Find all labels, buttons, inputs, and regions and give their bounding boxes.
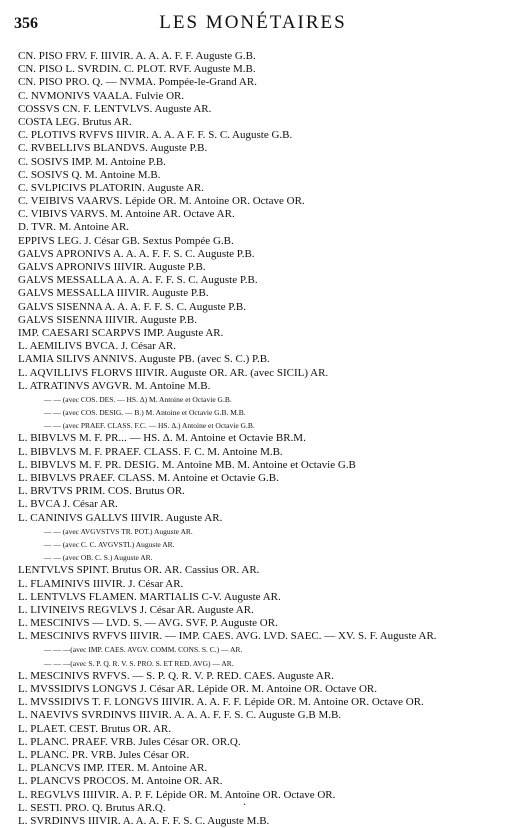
- entry-line: L. AEMILIVS BVCA. J. César AR.: [18, 340, 176, 353]
- page-mark: ·: [243, 800, 247, 811]
- entry-line: — — (avec OB. C. S.) Auguste AR.: [44, 553, 153, 563]
- entry-line: GALVS MESSALLA IIIVIR. Auguste P.B.: [18, 287, 209, 300]
- entry-line: L. AQVILLIVS FLORVS IIIVIR. Auguste OR. AR. (avec SICIL) AR.: [18, 366, 329, 379]
- entry-list: [18, 50, 496, 828]
- entry-line: — — —(avec S. P. Q. R. V. S. PRO. S. ET RED. AVG) — AR.: [44, 658, 234, 668]
- entry-line: — — (avec COS. DES. — HS. Δ) M. Antoine et Octavie G.B.: [44, 394, 232, 404]
- entry-line: L. PLANCVS PROCOS. M. Antoine OR. AR.: [18, 775, 223, 788]
- entry-line: GALVS APRONIVS A. A. A. F. F. S. C. Auguste P.B.: [18, 247, 255, 260]
- entry-line: EPPIVS LEG. J. César GB. Sextus Pompée G.B.: [18, 234, 234, 247]
- entry-line: GALVS SISENNA IIIVIR. Auguste P.B.: [18, 313, 197, 326]
- entry-line: COSTA LEG. Brutus AR.: [18, 115, 132, 128]
- entry-line: L. MESCINIVS RVFVS. — S. P. Q. R. V. P. RED. CAES. Auguste AR.: [18, 669, 334, 682]
- running-title: LES MONÉTAIRES: [159, 12, 347, 33]
- page-number: 356: [14, 15, 38, 32]
- entry-line: — — (avec C. C. AVGVSTI.) Auguste AR.: [44, 539, 175, 549]
- entry-line: CN. PISO L. SVRDIN. C. PLOT. RVF. Auguste M.B.: [18, 63, 256, 76]
- entry-line: L. REGVLVS IIIIVIR. A. P. F. Lépide OR. M. Antoine OR. Octave OR.: [18, 788, 336, 801]
- entry-line: CN. PISO FRV. F. IIIVIR. A. A. A. F. F. Auguste G.B.: [18, 50, 256, 62]
- entry-line: GALVS APRONIVS IIIVIR. Auguste P.B.: [18, 261, 206, 273]
- entry-line: C. SVLPICIVS PLATORIN. Auguste AR.: [18, 181, 204, 194]
- entry-line: — — (avec PRAEF. CLASS. F.C. — HS. Δ.) Antoine et Octavie G.B.: [44, 421, 255, 431]
- entry-line: L. CANINIVS GALLVS IIIVIR. Auguste AR.: [18, 511, 223, 524]
- entry-line: L. BIBVLVS M. F. PR. DESIG. M. Antoine MB. M. Antoine et Octavie G.B: [18, 458, 356, 471]
- entry-line: — — —(avec IMP. CAES. AVGV. COMM. CONS. S. C.) — AR.: [44, 645, 243, 655]
- entry-line: L. PLANC. PR. VRB. Jules César OR.: [18, 748, 190, 761]
- entry-line: C. VIBIVS VARVS. M. Antoine AR. Octave AR.: [18, 208, 235, 221]
- entry-line: L. MESCINIVS RVFVS IIIVIR. — IMP. CAES. AVG. LVD. SAEC. — XV. S. F. Auguste AR.: [18, 630, 437, 643]
- entry-line: — — (avec COS. DESIG. — B.) M. Antoine et Octavie G.B. M.B.: [44, 408, 246, 418]
- entry-line: LENTVLVS SPINT. Brutus OR. AR. Cassius OR. AR.: [18, 564, 260, 577]
- entry-line: C. SOSIVS Q. M. Antoine M.B.: [18, 168, 161, 181]
- entry-line: L. SESTI. PRO. Q. Brutus AR.Q.: [18, 801, 166, 814]
- entry-line: IMP. CAESARI SCARPVS IMP. Auguste AR.: [18, 326, 224, 339]
- entry-line: L. BIBVLVS PRAEF. CLASS. M. Antoine et Octavie G.B.: [18, 472, 279, 484]
- entry-line: L. BIBVLVS M. F. PRAEF. CLASS. F. C. M. Antoine M.B.: [18, 445, 283, 458]
- entry-line: L. PLANCVS IMP. ITER. M. Antoine AR.: [18, 762, 208, 775]
- entry-line: GALVS SISENNA A. A. A. F. F. S. C. Auguste P.B.: [18, 300, 246, 313]
- entry-line: L. BIBVLVS M. F. PR... — HS. Δ. M. Antoine et Octavie BR.M.: [18, 432, 306, 445]
- entry-line: L. ATRATINVS AVGVR. M. Antoine M.B.: [18, 379, 211, 392]
- entry-line: D. TVR. M. Antoine AR.: [18, 221, 130, 234]
- entry-line: L. NAEVIVS SVRDINVS IIIVIR. A. A. A. F. F. S. C. Auguste G.B M.B.: [18, 709, 342, 722]
- entry-line: L. PLAET. CEST. Brutus OR. AR.: [18, 722, 171, 735]
- entry-line: C. SOSIVS IMP. M. Antoine P.B.: [18, 155, 166, 168]
- entry-line: L. BRVTVS PRIM. COS. Brutus OR.: [18, 485, 185, 498]
- entry-line: L. PLANC. PRAEF. VRB. Jules César OR. OR.Q.: [18, 735, 241, 748]
- entry-line: GALVS MESSALLA A. A. A. F. F. S. C. Auguste P.B.: [18, 274, 258, 287]
- entry-line: COSSVS CN. F. LENTVLVS. Auguste AR.: [18, 102, 212, 115]
- entry-line: L. MVSSIDIVS T. F. LONGVS IIIVIR. A. A. F. F. Lépide OR. M. Antoine OR. Octave OR.: [18, 696, 424, 709]
- entry-line: L. MESCINIVS — LVD. S. — AVG. SVF. P. Auguste OR.: [18, 617, 278, 630]
- entry-line: — — (avec AVGVSTVS TR. POT.) Auguste AR.: [44, 526, 193, 536]
- entry-line: C. RVBELLIVS BLANDVS. Auguste P.B.: [18, 142, 208, 155]
- entry-line: L. LENTVLVS FLAMEN. MARTIALIS C-V. Auguste AR.: [18, 590, 281, 603]
- entry-line: L. LIVINEIVS REGVLVS J. César AR. Auguste AR.: [18, 603, 254, 616]
- entry-line: L. BVCA J. César AR.: [18, 498, 118, 511]
- entry-line: L. SVRDINVS IIIVIR. A. A. A. F. F. S. C. Auguste M.B.: [18, 814, 270, 827]
- entry-line: L. FLAMINIVS IIIVIR. J. César AR.: [18, 577, 184, 590]
- entry-line: C. PLOTIVS RVFVS IIIVIR. A. A. A F. F. S. C. Auguste G.B.: [18, 129, 293, 142]
- page-header: [14, 12, 492, 34]
- entry-line: LAMIA SILIVS ANNIVS. Auguste PB. (avec S. C.) P.B.: [18, 353, 270, 366]
- entry-line: CN. PISO PRO. Q. — NVMA. Pompée-le-Grand AR.: [18, 76, 257, 89]
- entry-line: L. MVSSIDIVS LONGVS J. César AR. Lépide OR. M. Antoine OR. Octave OR.: [18, 683, 378, 695]
- entry-line: C. NVMONIVS VAALA. Fulvie OR.: [18, 89, 185, 102]
- entry-line: C. VEIBIVS VAARVS. Lépide OR. M. Antoine OR. Octave OR.: [18, 195, 305, 208]
